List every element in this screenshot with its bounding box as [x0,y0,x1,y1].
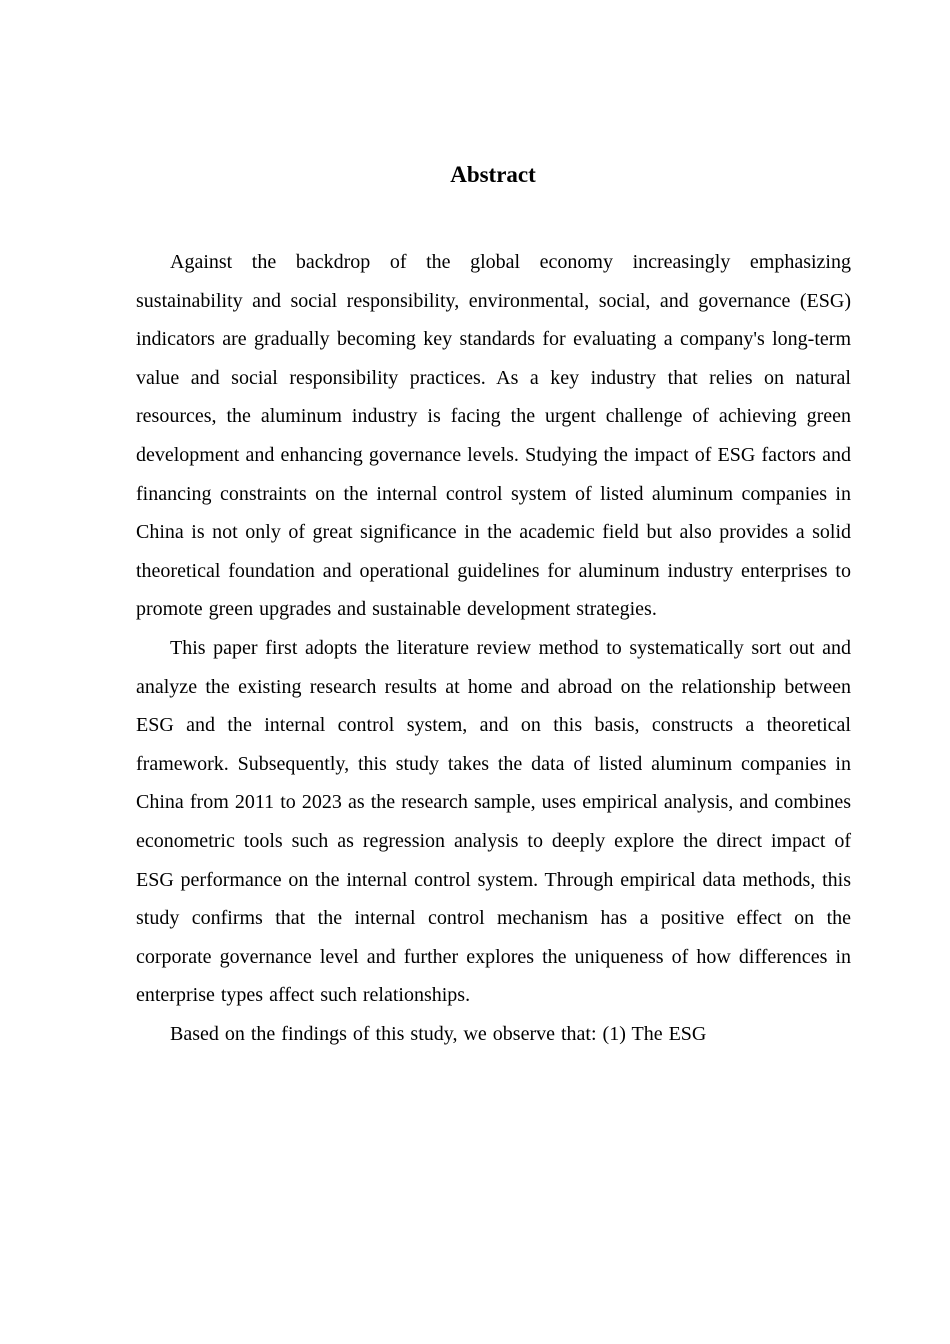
abstract-body [136,243,851,1053]
abstract-title: Abstract [450,162,536,187]
abstract-paragraph: Based on the findings of this study, we observe that: (1) The ESG [170,1022,707,1045]
abstract-paragraph: Against the backdrop of the global economy increasingly emphasizing sustainability and social responsibility, environmental, social, and governance (ESG) indicators are gradually becoming key standards for evaluating a company's long-term value and social responsibility practices. As a key industry that relies on natural resources, the aluminum industry is facing the urgent challenge of achieving green development and enhancing governance levels. Studying the impact of ESG factors and financing constraints on the internal control system of listed aluminum companies in China is not only of great significance in the academic field but also provides a solid theoretical foundation and operational guidelines for aluminum industry enterprises to promote green upgrades and sustainable development strategies. [136,251,851,621]
abstract-paragraph: This paper first adopts the literature review method to systematically sort out and analyze the existing research results at home and abroad on the relationship between ESG and the internal control system, and on this basis, constructs a theoretical framework. Subsequently, this study takes the data of listed aluminum companies in China from 2011 to 2023 as the research sample, uses empirical analysis, and combines econometric tools such as regression analysis to deeply explore the direct impact of ESG performance on the internal control system. Through empirical data methods, this study confirms that the internal control mechanism has a positive effect on the corporate governance level and further explores the uniqueness of how differences in enterprise types affect such relationships. [136,636,851,1007]
